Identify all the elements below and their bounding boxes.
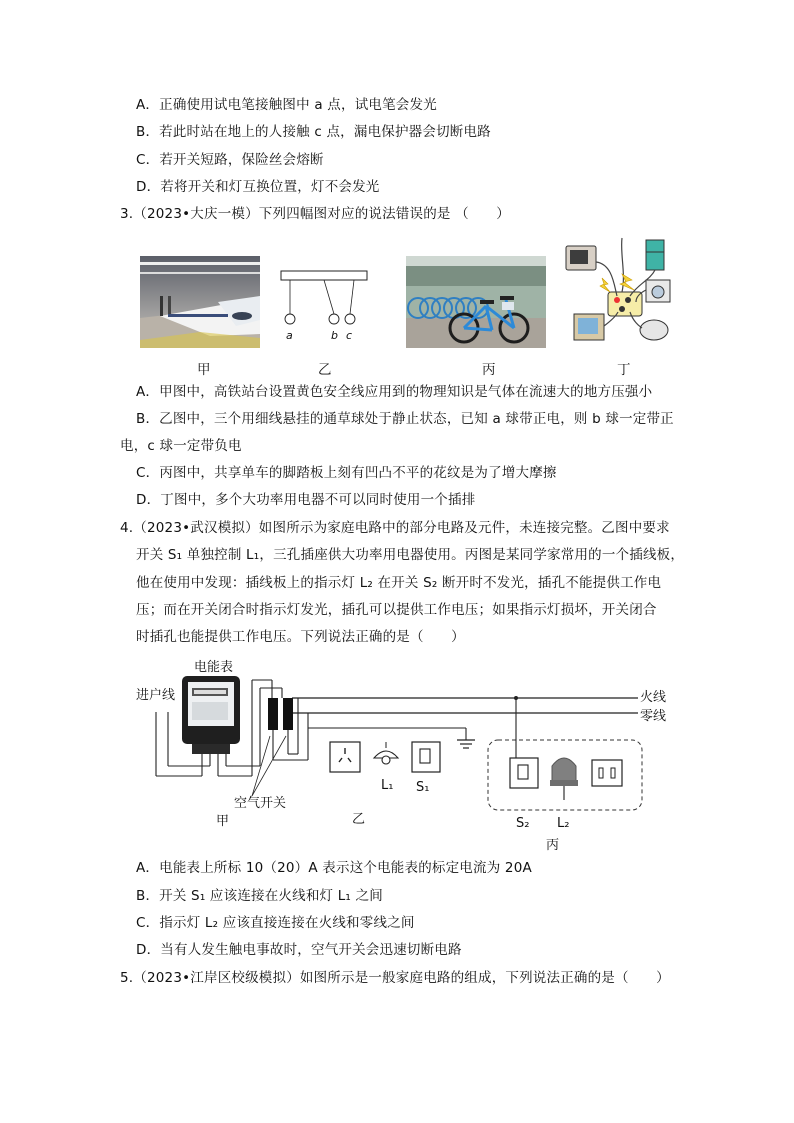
q4-option-a: A．电能表上所标 10（20）A 表示这个电能表的标定电流为 20A	[136, 860, 532, 876]
label-live-wire: 火线	[640, 690, 667, 705]
ball-label-b: b	[331, 329, 338, 342]
q3-stem: 3.（2023•大庆一模）下列四幅图对应的说法错误的是 （ ）	[120, 206, 510, 222]
q2-option-a: A．正确使用试电笔接触图中 a 点，试电笔会发光	[136, 97, 437, 113]
q4-circuit-diagram	[130, 650, 670, 840]
q3-option-c: C．丙图中，共享单车的脚踏板上刻有凹凸不平的花纹是为了增大摩擦	[136, 465, 557, 481]
figure-bing-bikes-photo	[406, 256, 546, 348]
q4-option-b: B．开关 S₁ 应该连接在火线和灯 L₁ 之间	[136, 888, 383, 904]
caption-jia: 甲	[197, 362, 211, 378]
q4-option-d: D．当有人发生触电事故时，空气开关会迅速切断电路	[136, 942, 462, 958]
caption-ding: 丁	[617, 362, 631, 378]
q4-stem-line4: 压；而在开关闭合时指示灯发光，插孔可以提供工作电压；如果指示灯损坏，开关闭合	[136, 602, 657, 618]
label-neutral-wire: 零线	[640, 709, 667, 724]
label-S2: S₂	[516, 816, 530, 831]
q4-stem-line3: 他在使用中发现：插线板上的指示灯 L₂ 在开关 S₂ 断开时不发光，插孔不能提供工作电	[136, 575, 662, 591]
q3-option-b-line1: B．乙图中，三个用细线悬挂的通草球处于静止状态，已知 a 球带正电，则 b 球一定带正	[136, 411, 674, 427]
ball-label-a: a	[286, 329, 293, 342]
label-meter: 电能表	[194, 660, 234, 675]
label-yi: 乙	[352, 812, 366, 827]
ball-label-c: c	[346, 329, 353, 342]
q2-option-b: B．若此时站在地上的人接触 c 点，漏电保护器会切断电路	[136, 124, 491, 140]
label-inlet: 进户线	[136, 688, 176, 703]
q4-stem-line1: 4.（2023•武汉模拟）如图所示为家庭电路中的部分电路及元件，未连接完整。乙图中要求	[120, 520, 670, 536]
label-bing: 丙	[546, 838, 560, 853]
q5-stem: 5.（2023•江岸区校级模拟）如图所示是一般家庭电路的组成，下列说法正确的是（ ）	[120, 970, 670, 986]
q4-option-c: C．指示灯 L₂ 应该直接连接在火线和零线之间	[136, 915, 415, 931]
figure-jia-train-photo	[140, 256, 260, 348]
caption-yi: 乙	[318, 362, 332, 378]
label-air-switch: 空气开关	[234, 796, 287, 811]
q4-stem-line2: 开关 S₁ 单独控制 L₁，三孔插座供大功率用电器使用。丙图是某同学家常用的一个插线板，	[136, 547, 685, 563]
q2-option-c: C．若开关短路，保险丝会熔断	[136, 152, 324, 168]
q3-option-b-line2: 电，c 球一定带负电	[120, 438, 242, 454]
label-jia: 甲	[216, 814, 230, 829]
label-L2: L₂	[557, 816, 570, 831]
q3-option-d: D．丁图中，多个大功率用电器不可以同时使用一个插排	[136, 492, 476, 508]
q2-option-d: D．若将开关和灯互换位置，灯不会发光	[136, 179, 380, 195]
q4-stem-line5: 时插孔也能提供工作电压。下列说法正确的是（ ）	[136, 629, 465, 645]
figure-ding-power-strip-cartoon	[562, 234, 686, 350]
q3-option-a: A．甲图中，高铁站台设置黄色安全线应用到的物理知识是气体在流速大的地方压强小	[136, 384, 653, 400]
label-S1: S₁	[416, 780, 430, 795]
label-L1: L₁	[381, 778, 394, 793]
caption-bing: 丙	[482, 362, 496, 378]
